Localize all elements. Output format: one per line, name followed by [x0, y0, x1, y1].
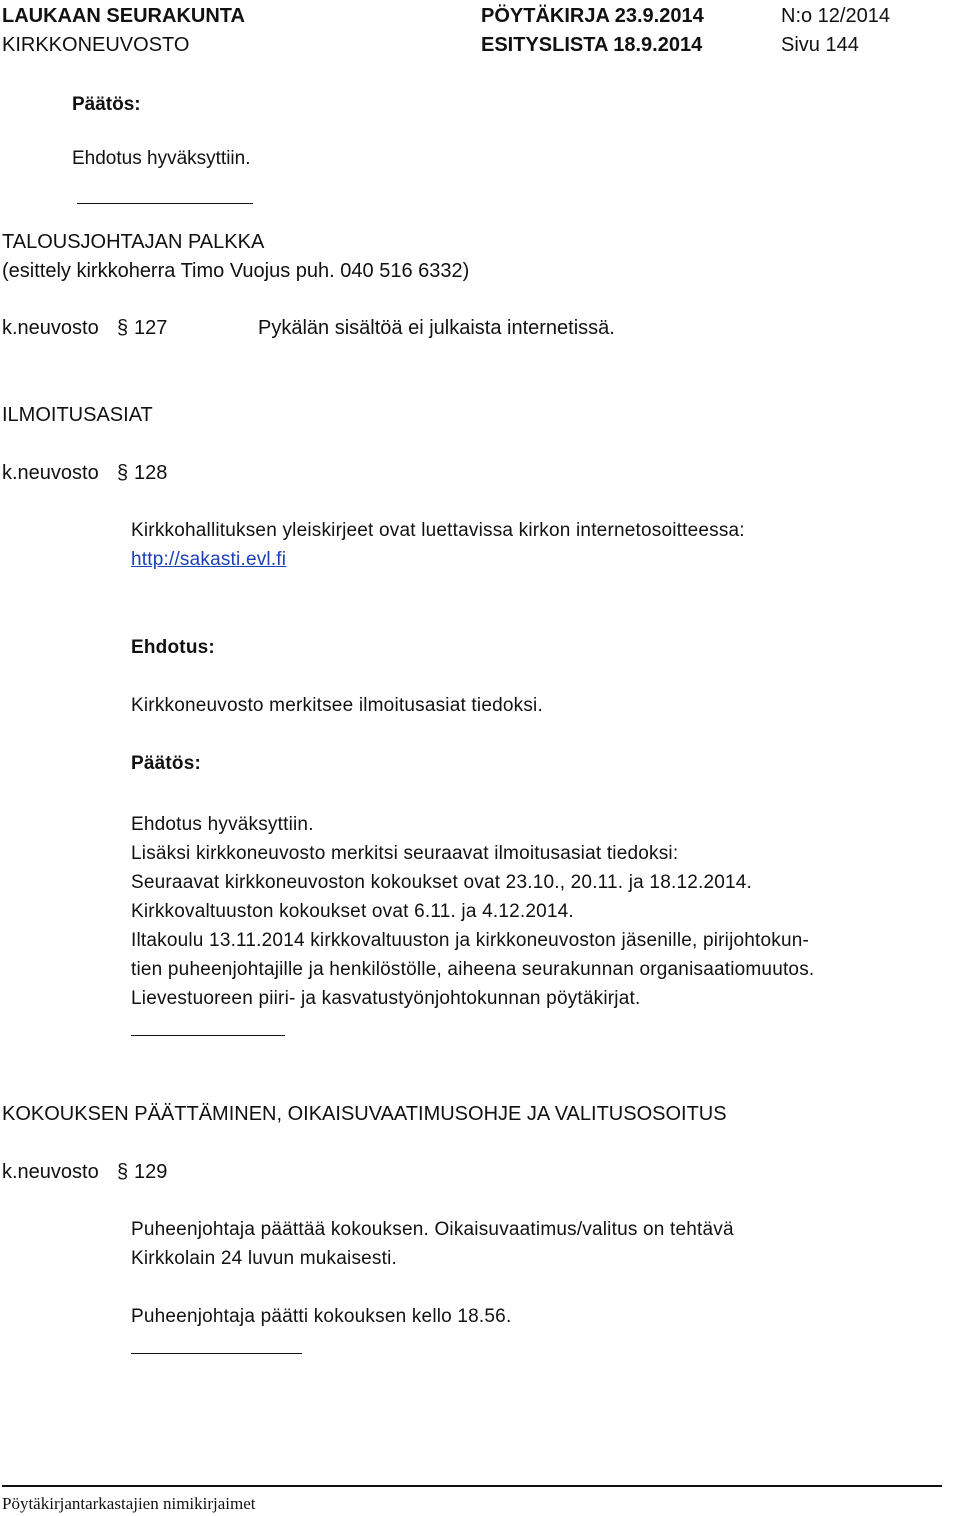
section-mark: § [117, 317, 129, 339]
section-title: ILMOITUSASIAT [2, 404, 153, 426]
document-number: N:o 12/2014 [781, 5, 890, 27]
separator-rule [131, 1353, 302, 1354]
section-number: 128 [134, 462, 168, 484]
closing-text: Puheenjohtaja päättää kokouksen. Oikaisuvaatimus/valitus on tehtävä [131, 1219, 734, 1240]
presenter-info: (esittely kirkkoherra Timo Vuojus puh. 040 516 6332) [2, 260, 470, 282]
minutes-date: PÖYTÄKIRJA 23.9.2014 [481, 5, 704, 27]
decision-line: Ehdotus hyväksyttiin. [131, 814, 314, 835]
section-ref: k.neuvosto [2, 317, 99, 339]
page-number: Sivu 144 [781, 34, 859, 56]
section-note: Pykälän sisältöä ei julkaista internetissä. [258, 317, 615, 339]
separator-rule [131, 1035, 285, 1036]
decision-line: Kirkkovaltuuston kokoukset ovat 6.11. ja 4.12.2014. [131, 901, 574, 922]
closing-text: Puheenjohtaja päätti kokouksen kello 18.56. [131, 1306, 512, 1327]
decision-line: Seuraavat kirkkoneuvoston kokoukset ovat 23.10., 20.11. ja 18.12.2014. [131, 872, 752, 893]
agenda-date: ESITYSLISTA 18.9.2014 [481, 34, 703, 56]
footer-text: Pöytäkirjantarkastajien nimikirjaimet [2, 1494, 256, 1513]
section-number: 129 [134, 1161, 168, 1183]
decision-line: Lievestuoreen piiri- ja kasvatustyönjohtokunnan pöytäkirjat. [131, 988, 641, 1009]
decision-label: Päätös: [131, 753, 202, 774]
decision-line: Iltakoulu 13.11.2014 kirkkovaltuuston ja kirkkoneuvoston jäsenille, pirijohtokun- [131, 930, 810, 951]
body-name: KIRKKONEUVOSTO [2, 34, 190, 56]
closing-text: Kirkkolain 24 luvun mukaisesti. [131, 1248, 397, 1269]
notices-text: Kirkkohallituksen yleiskirjeet ovat luettavissa kirkon internetosoitteessa: [131, 520, 745, 541]
org-name: LAUKAAN SEURAKUNTA [2, 5, 245, 27]
decision-line: tien puheenjohtajille ja henkilöstölle, aiheena seurakunnan organisaatiomuutos. [131, 959, 815, 980]
decision-text: Ehdotus hyväksyttiin. [72, 148, 251, 169]
section-ref: k.neuvosto [2, 1161, 99, 1183]
proposal-text: Kirkkoneuvosto merkitsee ilmoitusasiat tiedoksi. [131, 695, 543, 716]
separator-rule [77, 203, 253, 204]
section-title: TALOUSJOHTAJAN PALKKA [2, 231, 265, 253]
sakasti-link[interactable]: http://sakasti.evl.fi [131, 549, 287, 570]
proposal-label: Ehdotus: [131, 637, 215, 658]
section-mark: § [117, 462, 129, 484]
decision-line: Lisäksi kirkkoneuvosto merkitsi seuraavat ilmoitusasiat tiedoksi: [131, 843, 679, 864]
footer-rule [2, 1485, 942, 1487]
decision-label: Päätös: [72, 94, 141, 115]
section-number: 127 [134, 317, 168, 339]
section-mark: § [117, 1161, 129, 1183]
section-title: KOKOUKSEN PÄÄTTÄMINEN, OIKAISUVAATIMUSOHJE JA VALITUSOSOITUS [2, 1103, 727, 1125]
section-ref: k.neuvosto [2, 462, 99, 484]
